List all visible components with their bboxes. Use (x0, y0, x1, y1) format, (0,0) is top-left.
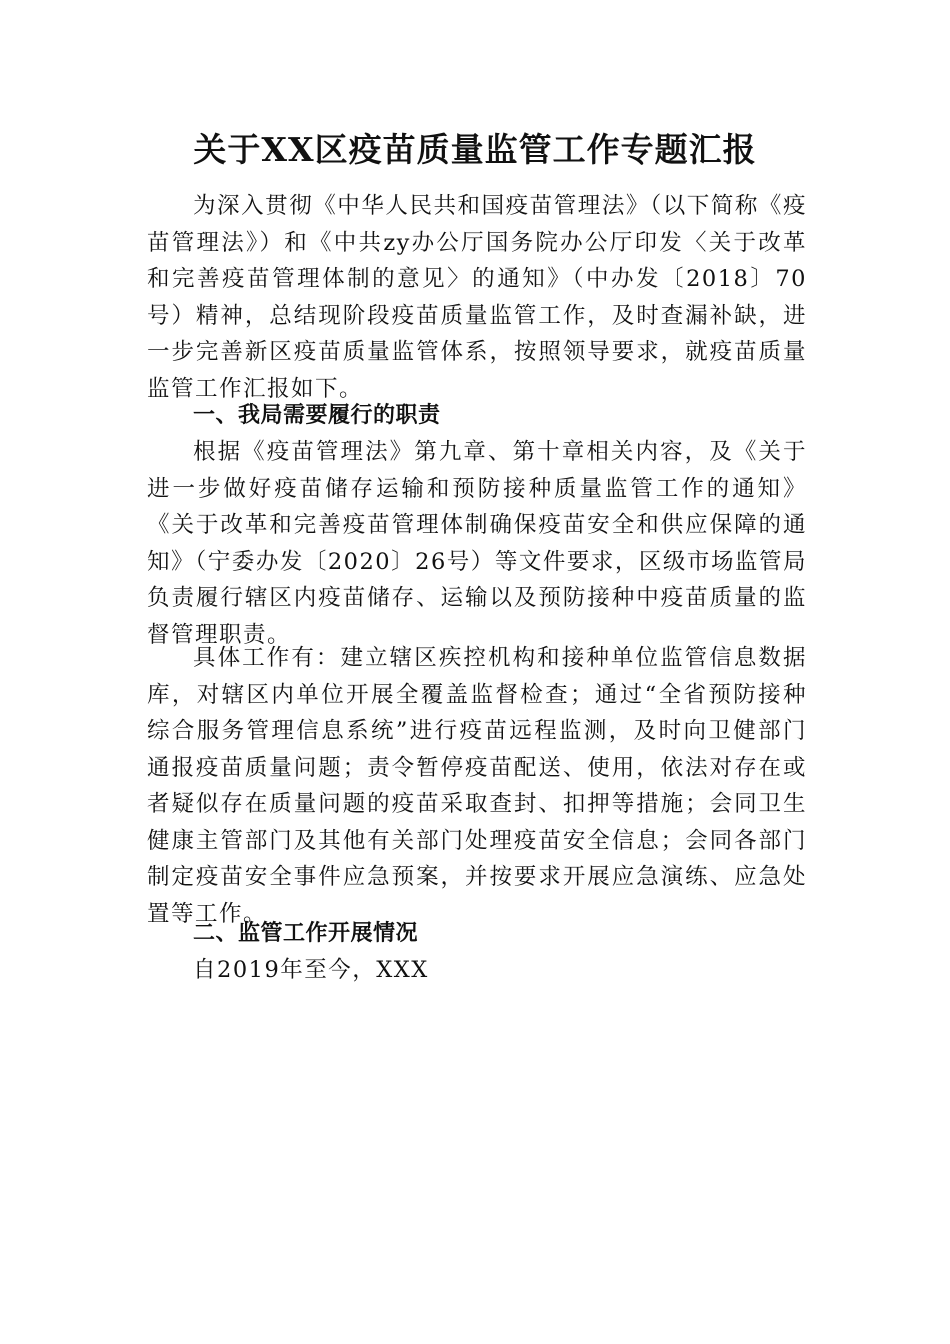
document-title: 关于XX区疫苗质量监管工作专题汇报 (193, 130, 757, 169)
section-heading-progress: 二、监管工作开展情况 (193, 921, 419, 946)
duty-basis-paragraph: 根据《疫苗管理法》第九章、第十章相关内容，及《关于进一步做好疫苗储存运输和预防接种质量监管工作的通知》《关于改革和完善疫苗管理体制确保疫苗安全和供应保障的通知》（宁委办发〔2020〕26号）等文件要求，区级市场监管局负责履行辖区内疫苗储存、运输以及预防接种中疫苗质量的监督管理职责。 (147, 439, 807, 648)
progress-paragraph: 自2019年至今，XXX (193, 957, 429, 983)
duty-details-paragraph: 具体工作有：建立辖区疾控机构和接种单位监管信息数据库，对辖区内单位开展全覆盖监督检查；通过“全省预防接种综合服务管理信息系统”进行疫苗远程监测，及时向卫健部门通报疫苗质量问题；责令暂停疫苗配送、使用，依法对存在或者疑似存在质量问题的疫苗采取查封、扣押等措施；会同卫生健康主管部门及其他有关部门处理疫苗安全信息；会同各部门制定疫苗安全事件应急预案，并按要求开展应急演练、应急处置等工作。 (147, 645, 807, 927)
intro-paragraph: 为深入贯彻《中华人民共和国疫苗管理法》（以下简称《疫苗管理法》）和《中共zy办公厅国务院办公厅印发〈关于改革和完善疫苗管理体制的意见〉的通知》（中办发〔2018〕70号）精神，总结现阶段疫苗质量监管工作，及时查漏补缺，进一步完善新区疫苗质量监管体系，按照领导要求，就疫苗质量监管工作汇报如下。 (147, 193, 807, 402)
section-heading-duties: 一、我局需要履行的职责 (193, 403, 441, 428)
